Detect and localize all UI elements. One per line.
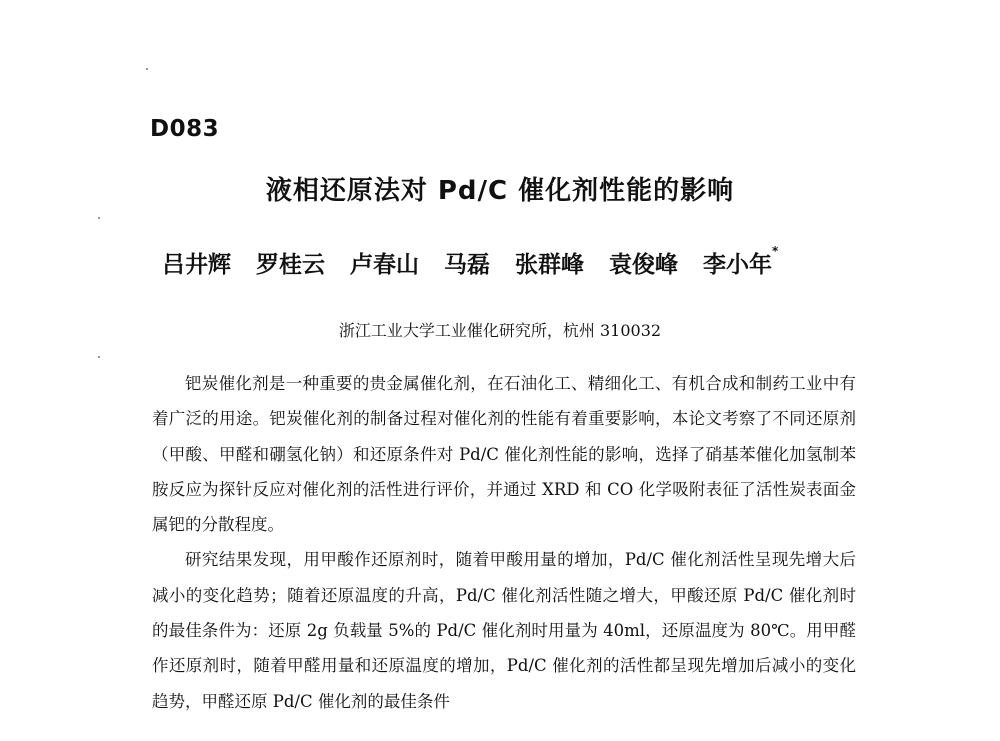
author-list <box>162 246 778 279</box>
paper-title: 液相还原法对 Pd/C 催化剂性能的影响 <box>265 176 735 206</box>
paper-code: D083 <box>150 116 220 142</box>
author-name: 罗桂云 <box>256 252 325 278</box>
abstract-body <box>152 366 856 719</box>
author-name: 马磊 <box>444 252 490 278</box>
scan-speck <box>146 68 148 70</box>
corresponding-author-mark: * <box>772 244 779 258</box>
scan-speck <box>98 356 100 358</box>
author-name-corresponding: 李小年* <box>703 244 779 278</box>
author-name: 袁俊峰 <box>609 252 678 278</box>
author-name: 张群峰 <box>515 252 584 278</box>
abstract-paragraph: 研究结果发现，用甲酸作还原剂时，随着甲酸用量的增加，Pd/C 催化剂活性呈现先增大后减小的变化趋势；随着还原温度的升高，Pd/C 催化剂活性随之增大，甲酸还原 Pd/C 催化剂时的最佳条件为：还原 2g 负载量 5%的 Pd/C 催化剂时用量为 40ml，还原温度为 80℃。用甲醛作还原剂时，随着甲醛用量和还原温度的增加，Pd/C 催化剂的活性都呈现先增加后减小的变化趋势，甲醛还原 Pd/C 催化剂的最佳条件 <box>152 550 856 711</box>
scan-speck <box>98 217 100 219</box>
affiliation: 浙江工业大学工业催化研究所，杭州 310032 <box>338 321 662 340</box>
abstract-paragraph: 钯炭催化剂是一种重要的贵金属催化剂，在石油化工、精细化工、有机合成和制药工业中有着广泛的用途。钯炭催化剂的制备过程对催化剂的性能有着重要影响，本论文考察了不同还原剂（甲酸、甲醛和硼氢化钠）和还原条件对 Pd/C 催化剂性能的影响，选择了硝基苯催化加氢制苯胺反应为探针反应对催化剂的活性进行评价，并通过 XRD 和 CO 化学吸附表征了活性炭表面金属钯的分散程度。 <box>152 374 856 535</box>
author-name: 卢春山 <box>350 252 419 278</box>
author-name: 吕井辉 <box>162 252 231 278</box>
